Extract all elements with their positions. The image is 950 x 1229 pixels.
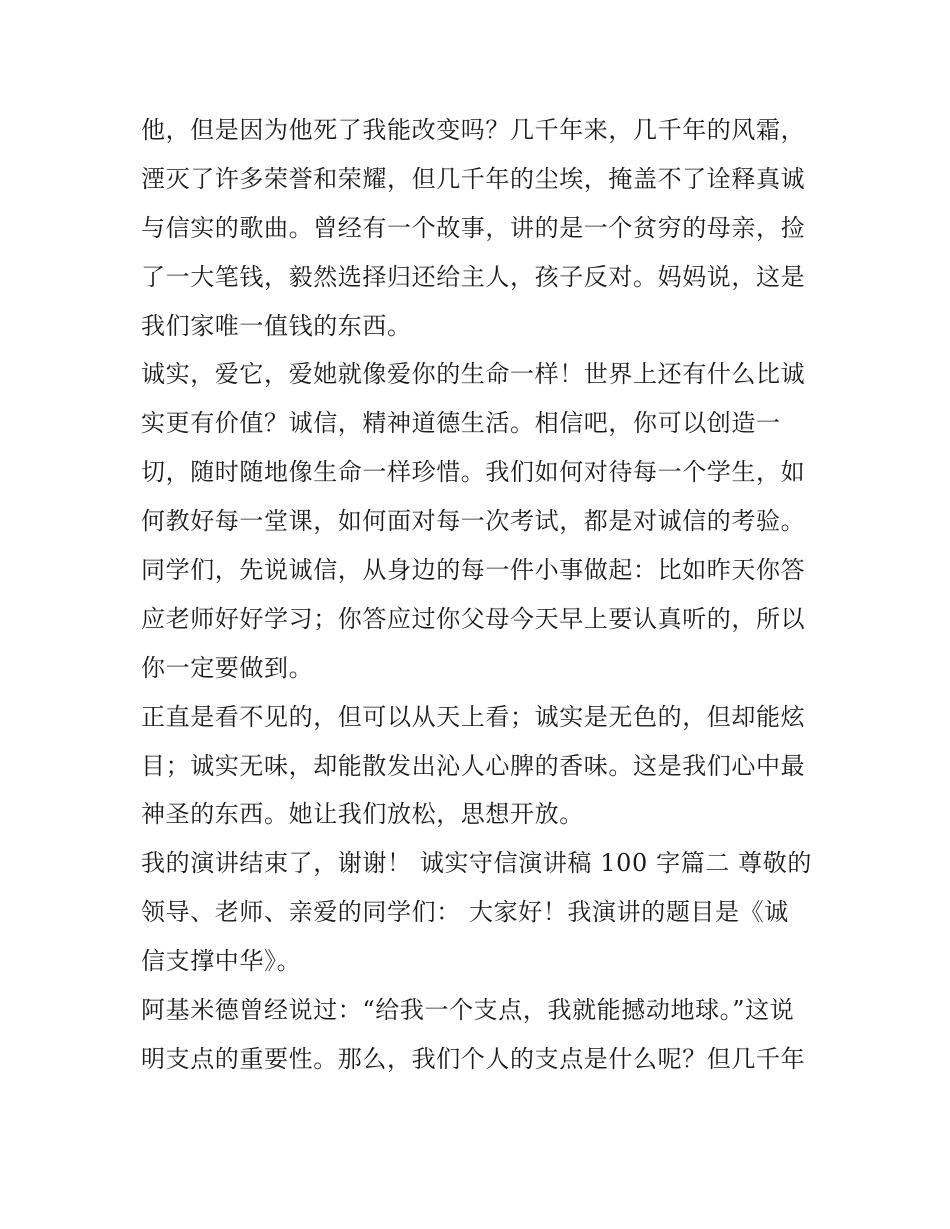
text-line: 湮灭了许多荣誉和荣耀，但几千年的尘埃，掩盖不了诠释真诚 — [141, 164, 806, 193]
text-line: 了一大笔钱，毅然选择归还给主人，孩子反对。妈妈说，这是 — [141, 262, 806, 291]
text-line: 目；诚实无味，却能散发出沁人心脾的香味。这是我们心中最 — [141, 751, 806, 780]
text-line: 你一定要做到。 — [141, 653, 314, 682]
text-line: 同学们，先说诚信，从身边的每一件小事做起：比如昨天你答 — [141, 556, 806, 585]
text-line: 应老师好好学习；你答应过你父母今天早上要认真听的，所以 — [141, 604, 806, 633]
text-line: 诚实，爱它，爱她就像爱你的生命一样！世界上还有什么比诚 — [141, 360, 806, 389]
text-line: 实更有价值？诚信，精神道德生活。相信吧，你可以创造一 — [141, 409, 781, 438]
text-line: 阿基米德曾经说过：“给我一个支点，我就能撼动地球。”这说 — [141, 996, 795, 1025]
text-line: 信支撑中华》。 — [141, 947, 302, 976]
text-line: 我们家唯一值钱的东西。 — [141, 311, 412, 340]
text-line: 我的演讲结束了，谢谢！ 诚实守信演讲稿 100 字篇二 尊敬的 — [141, 849, 812, 878]
text-line: 神圣的东西。她让我们放松，思想开放。 — [141, 800, 584, 829]
text-line: 切，随时随地像生命一样珍惜。我们如何对待每一个学生，如 — [141, 458, 806, 487]
text-line: 何教好每一堂课，如何面对每一次考试，都是对诚信的考验。 — [141, 507, 806, 536]
text-line: 领导、老师、亲爱的同学们： 大家好！我演讲的题目是《诚 — [141, 898, 789, 927]
text-line: 明支点的重要性。那么，我们个人的支点是什么呢？但几千年 — [141, 1044, 806, 1073]
text-line: 他，但是因为他死了我能改变吗？几千年来，几千年的风霜， — [141, 116, 806, 144]
text-line: 正直是看不见的，但可以从天上看；诚实是无色的，但却能炫 — [141, 702, 806, 731]
text-line: 与信实的歌曲。曾经有一个故事，讲的是一个贫穷的母亲，捡 — [141, 213, 806, 242]
document-body — [141, 106, 813, 1084]
